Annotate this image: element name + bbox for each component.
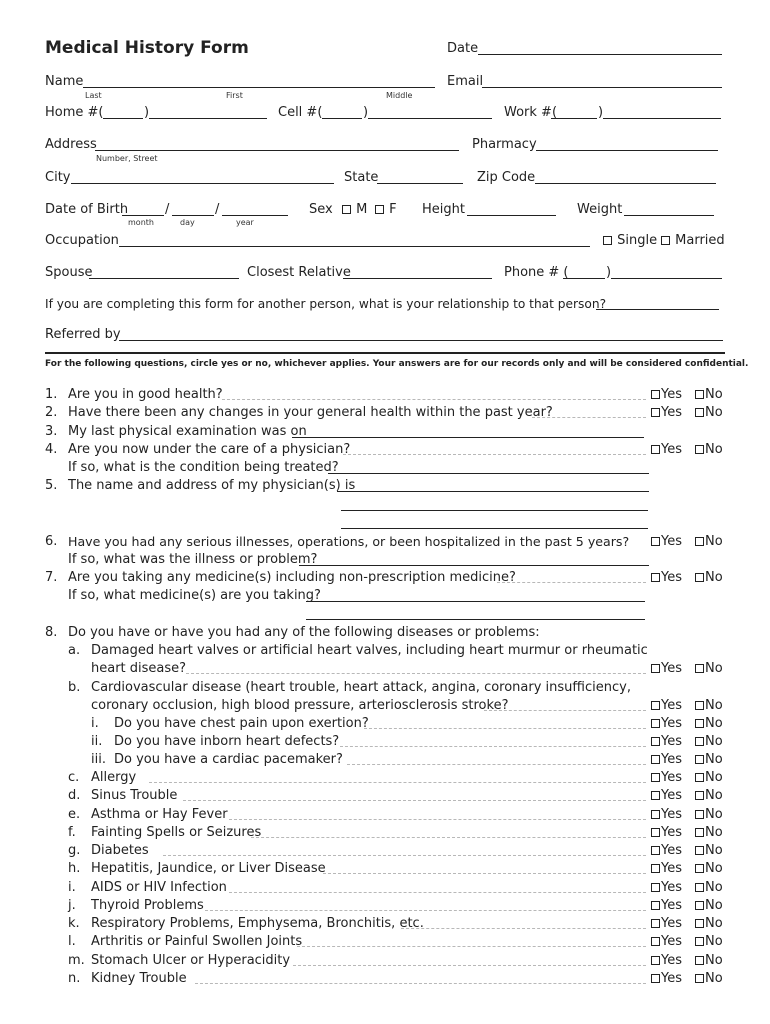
relative-phone-field[interactable]: [611, 278, 722, 279]
checkbox-icon[interactable]: [695, 937, 704, 946]
q8b-i-no[interactable]: [695, 716, 723, 732]
q8b-no[interactable]: [695, 698, 723, 714]
checkbox-icon[interactable]: [695, 537, 704, 546]
no-label: No: [705, 861, 723, 876]
q4-number: 4.: [45, 442, 58, 457]
leader-dots: [340, 746, 646, 747]
form-title: Medical History Form: [45, 38, 249, 58]
condition-no[interactable]: [695, 861, 723, 877]
condition-no[interactable]: [695, 770, 723, 786]
sex-female-option[interactable]: [375, 202, 397, 218]
yes-label: Yes: [661, 788, 682, 803]
yes-label: Yes: [661, 825, 682, 840]
yes-label: Yes: [661, 661, 682, 676]
no-label: No: [705, 788, 723, 803]
condition-text: Kidney Trouble: [91, 971, 187, 986]
q1-number: 1.: [45, 387, 58, 402]
cell-paren: ): [363, 105, 369, 120]
checkbox-icon[interactable]: [651, 883, 660, 892]
yes-label: Yes: [661, 971, 682, 986]
zip-field[interactable]: [535, 183, 716, 184]
condition-no[interactable]: [695, 953, 723, 969]
condition-letter: n.: [68, 971, 81, 986]
condition-letter: m.: [68, 953, 85, 968]
q5-number: 5.: [45, 478, 58, 493]
confidential-notice: For the following questions, circle yes or no, whichever applies. Your answers are for our records only and will be considered confidential.: [45, 359, 749, 369]
checkbox-icon[interactable]: [695, 737, 704, 746]
q1-yes[interactable]: [651, 387, 682, 403]
leader-dots: [149, 782, 646, 783]
q2-text: Have there been any changes in your general health within the past year?: [68, 405, 553, 420]
no-label: No: [705, 716, 723, 731]
condition-letter: l.: [68, 934, 76, 949]
weight-field[interactable]: [624, 215, 714, 216]
relative-area-code-field[interactable]: [563, 278, 605, 279]
no-label: No: [705, 825, 723, 840]
relative-paren: ): [606, 265, 612, 280]
no-label: No: [705, 661, 723, 676]
q8b-text-line1: Cardiovascular disease (heart trouble, heart attack, angina, coronary insufficiency,: [91, 680, 631, 695]
no-label: No: [705, 934, 723, 949]
q8b-ii-text: Do you have inborn heart defects?: [114, 734, 340, 749]
no-label: No: [705, 843, 723, 858]
condition-yes[interactable]: [651, 843, 682, 859]
referred-by-label: Referred by: [45, 327, 121, 342]
condition-no[interactable]: [695, 880, 723, 896]
q6-no[interactable]: [695, 534, 723, 550]
q8b-ii-number: ii.: [91, 734, 103, 749]
q5-text: The name and address of my physician(s) is: [68, 478, 356, 493]
pharmacy-label: Pharmacy: [472, 137, 537, 152]
q8b-text-line2: coronary occlusion, high blood pressure, arteriosclerosis stroke?: [91, 698, 509, 713]
condition-yes[interactable]: [651, 934, 682, 950]
q8-text: Do you have or have you had any of the following diseases or problems:: [68, 625, 540, 640]
condition-letter: k.: [68, 916, 80, 931]
q8b-iii-no[interactable]: [695, 752, 723, 768]
yes-label: Yes: [661, 880, 682, 895]
checkbox-icon[interactable]: [651, 974, 660, 983]
checkbox-icon[interactable]: [651, 445, 660, 454]
no-label: No: [705, 971, 723, 986]
dob-day-hint: day: [180, 218, 195, 227]
checkbox-icon[interactable]: [651, 664, 660, 673]
checkbox-icon[interactable]: [651, 719, 660, 728]
pharmacy-field[interactable]: [536, 150, 718, 151]
name-field[interactable]: [83, 87, 435, 88]
yes-label: Yes: [661, 570, 682, 585]
date-field[interactable]: [478, 54, 722, 55]
yes-label: Yes: [661, 405, 682, 420]
checkbox-icon[interactable]: [695, 919, 704, 928]
q7-no[interactable]: [695, 570, 723, 586]
condition-letter: c.: [68, 770, 80, 785]
no-label: No: [705, 752, 723, 767]
spouse-field[interactable]: [89, 278, 239, 279]
condition-yes[interactable]: [651, 770, 682, 786]
work-phone-label: Work #(: [504, 105, 558, 120]
checkbox-icon[interactable]: [651, 810, 660, 819]
q1-text: Are you in good health?: [68, 387, 223, 402]
q1-no[interactable]: [695, 387, 723, 403]
q4-followup-field[interactable]: [328, 473, 649, 474]
checkbox-icon[interactable]: [651, 773, 660, 782]
leader-dots: [484, 710, 646, 711]
q8a-letter: a.: [68, 643, 81, 658]
q5-field-3[interactable]: [341, 528, 648, 529]
checkbox-icon[interactable]: [661, 236, 670, 245]
married-label: Married: [675, 233, 725, 248]
checkbox-icon[interactable]: [695, 390, 704, 399]
q8b-iii-text: Do you have a cardiac pacemaker?: [114, 752, 343, 767]
condition-letter: d.: [68, 788, 81, 803]
q8b-ii-no[interactable]: [695, 734, 723, 750]
checkbox-icon[interactable]: [695, 901, 704, 910]
address-hint: Number, Street: [96, 154, 158, 163]
q5-field-1[interactable]: [337, 491, 649, 492]
cell-area-code-field[interactable]: [322, 118, 362, 119]
closest-relative-label: Closest Relative: [247, 265, 351, 280]
yes-label: Yes: [661, 442, 682, 457]
relative-phone-label: Phone # (: [504, 265, 569, 280]
dob-year-hint: year: [236, 218, 254, 227]
no-label: No: [705, 880, 723, 895]
q4-text: Are you now under the care of a physician?: [68, 442, 351, 457]
checkbox-icon[interactable]: [651, 901, 660, 910]
height-label: Height: [422, 202, 465, 217]
condition-yes[interactable]: [651, 898, 682, 914]
q8b-i-number: i.: [91, 716, 99, 731]
q8b-i-yes[interactable]: [651, 716, 682, 732]
dob-slash-2: /: [215, 202, 220, 217]
condition-letter: j.: [68, 898, 76, 913]
condition-text: Allergy: [91, 770, 137, 785]
no-label: No: [705, 405, 723, 420]
q6-followup-field[interactable]: [299, 565, 649, 566]
condition-letter: h.: [68, 861, 81, 876]
no-label: No: [705, 898, 723, 913]
no-label: No: [705, 387, 723, 402]
condition-yes[interactable]: [651, 971, 682, 987]
dob-year-field[interactable]: [222, 215, 288, 216]
checkbox-icon[interactable]: [603, 236, 612, 245]
condition-no[interactable]: [695, 898, 723, 914]
occupation-label: Occupation: [45, 233, 119, 248]
name-middle-hint: Middle: [386, 91, 413, 100]
section-divider: [45, 352, 725, 354]
closest-relative-field[interactable]: [343, 278, 492, 279]
date-label: Date: [447, 41, 479, 56]
q8b-letter: b.: [68, 680, 81, 695]
checkbox-icon[interactable]: [695, 445, 704, 454]
checkbox-icon[interactable]: [695, 773, 704, 782]
checkbox-icon[interactable]: [651, 937, 660, 946]
q4-no[interactable]: [695, 442, 723, 458]
condition-text: Stomach Ulcer or Hyperacidity: [91, 953, 291, 968]
checkbox-icon[interactable]: [695, 810, 704, 819]
height-field[interactable]: [467, 215, 556, 216]
yes-label: Yes: [661, 716, 682, 731]
name-first-hint: First: [226, 91, 243, 100]
work-paren: ): [598, 105, 604, 120]
single-label: Single: [617, 233, 658, 248]
checkbox-icon[interactable]: [651, 737, 660, 746]
name-last-hint: Last: [85, 91, 102, 100]
q8a-text-line1: Damaged heart valves or artificial heart valves, including heart murmur or rheumatic: [91, 643, 648, 658]
dob-label: Date of Birth: [45, 202, 129, 217]
address-field[interactable]: [95, 150, 459, 151]
q8-number: 8.: [45, 625, 58, 640]
q8a-no[interactable]: [695, 661, 723, 677]
condition-letter: g.: [68, 843, 81, 858]
q7-followup-field[interactable]: [306, 601, 645, 602]
checkbox-icon[interactable]: [651, 701, 660, 710]
address-label: Address: [45, 137, 97, 152]
condition-no[interactable]: [695, 825, 723, 841]
q7-number: 7.: [45, 570, 58, 585]
condition-text: Diabetes: [91, 843, 149, 858]
condition-no[interactable]: [695, 971, 723, 987]
condition-yes[interactable]: [651, 916, 682, 932]
relationship-label: If you are completing this form for another person, what is your relationship to that person?: [45, 297, 607, 311]
checkbox-icon[interactable]: [695, 846, 704, 855]
condition-yes[interactable]: [651, 807, 682, 823]
no-label: No: [705, 570, 723, 585]
single-option[interactable]: [603, 233, 657, 249]
condition-no[interactable]: [695, 788, 723, 804]
condition-letter: f.: [68, 825, 76, 840]
yes-label: Yes: [661, 898, 682, 913]
checkbox-icon[interactable]: [651, 919, 660, 928]
referred-by-field[interactable]: [119, 340, 723, 341]
q6-followup: If so, what was the illness or problem?: [68, 552, 318, 567]
condition-no[interactable]: [695, 934, 723, 950]
condition-text: Asthma or Hay Fever: [91, 807, 228, 822]
home-phone-label: Home #(: [45, 105, 104, 120]
checkbox-icon[interactable]: [695, 883, 704, 892]
checkbox-icon[interactable]: [695, 719, 704, 728]
relationship-field[interactable]: [596, 309, 719, 310]
work-area-code-field[interactable]: [551, 118, 597, 119]
q6-text: Have you had any serious illnesses, operations, or been hospitalized in the past 5 years?: [68, 534, 630, 549]
checkbox-icon[interactable]: [651, 537, 660, 546]
zip-label: Zip Code: [477, 170, 536, 185]
home-phone-field[interactable]: [149, 118, 267, 119]
checkbox-icon[interactable]: [695, 956, 704, 965]
q8a-yes[interactable]: [651, 661, 682, 677]
condition-no[interactable]: [695, 843, 723, 859]
no-label: No: [705, 698, 723, 713]
q8b-iii-number: iii.: [91, 752, 106, 767]
q3-number: 3.: [45, 424, 58, 439]
q4-yes[interactable]: [651, 442, 682, 458]
condition-yes[interactable]: [651, 953, 682, 969]
leader-dots: [186, 673, 646, 674]
home-area-code-field[interactable]: [103, 118, 143, 119]
q5-field-2[interactable]: [341, 510, 648, 511]
condition-text: AIDS or HIV Infection: [91, 880, 227, 895]
no-label: No: [705, 734, 723, 749]
condition-text: Respiratory Problems, Emphysema, Bronchitis, etc.: [91, 916, 424, 931]
q8b-i-text: Do you have chest pain upon exertion?: [114, 716, 369, 731]
yes-label: Yes: [661, 734, 682, 749]
yes-label: Yes: [661, 843, 682, 858]
no-label: No: [705, 807, 723, 822]
yes-label: Yes: [661, 953, 682, 968]
no-label: No: [705, 916, 723, 931]
checkbox-icon[interactable]: [651, 573, 660, 582]
leader-dots: [297, 946, 646, 947]
leader-dots: [347, 764, 646, 765]
leader-dots: [205, 910, 646, 911]
q8b-iii-yes[interactable]: [651, 752, 682, 768]
checkbox-icon[interactable]: [651, 408, 660, 417]
leader-dots: [183, 800, 646, 801]
checkbox-icon[interactable]: [695, 701, 704, 710]
yes-label: Yes: [661, 770, 682, 785]
yes-label: Yes: [661, 934, 682, 949]
q2-yes[interactable]: [651, 405, 682, 421]
condition-text: Arthritis or Painful Swollen Joints: [91, 934, 303, 949]
dob-month-hint: month: [128, 218, 154, 227]
checkbox-icon[interactable]: [651, 828, 660, 837]
sex-male-option[interactable]: [342, 202, 367, 218]
condition-yes[interactable]: [651, 788, 682, 804]
condition-letter: e.: [68, 807, 81, 822]
checkbox-icon[interactable]: [651, 864, 660, 873]
weight-label: Weight: [577, 202, 623, 217]
q7-followup-field-2[interactable]: [306, 619, 645, 620]
checkbox-icon[interactable]: [695, 573, 704, 582]
checkbox-icon[interactable]: [695, 864, 704, 873]
q2-no[interactable]: [695, 405, 723, 421]
occupation-field[interactable]: [119, 246, 590, 247]
q3-field[interactable]: [292, 437, 644, 438]
checkbox-icon[interactable]: [695, 664, 704, 673]
leader-dots: [364, 728, 646, 729]
checkbox-icon[interactable]: [695, 755, 704, 764]
leader-dots: [343, 454, 646, 455]
q2-number: 2.: [45, 405, 58, 420]
yes-label: Yes: [661, 807, 682, 822]
checkbox-icon[interactable]: [695, 791, 704, 800]
q6-number: 6.: [45, 534, 58, 549]
checkbox-icon[interactable]: [651, 755, 660, 764]
condition-no[interactable]: [695, 916, 723, 932]
leader-dots: [323, 873, 646, 874]
home-paren: ): [144, 105, 150, 120]
leader-dots: [195, 983, 646, 984]
leader-dots: [401, 928, 646, 929]
name-label: Name: [45, 74, 84, 89]
checkbox-icon[interactable]: [651, 390, 660, 399]
leader-dots: [251, 837, 646, 838]
city-label: City: [45, 170, 71, 185]
condition-yes[interactable]: [651, 880, 682, 896]
sex-label: Sex: [309, 202, 333, 217]
checkbox-icon[interactable]: [651, 956, 660, 965]
yes-label: Yes: [661, 698, 682, 713]
sex-female-label: F: [389, 202, 397, 217]
sex-male-label: M: [356, 202, 368, 217]
no-label: No: [705, 534, 723, 549]
leader-dots: [222, 399, 646, 400]
yes-label: Yes: [661, 861, 682, 876]
city-field[interactable]: [71, 183, 334, 184]
cell-phone-label: Cell #(: [278, 105, 323, 120]
state-label: State: [344, 170, 379, 185]
q8a-text-line2: heart disease?: [91, 661, 187, 676]
checkbox-icon[interactable]: [375, 205, 384, 214]
married-option[interactable]: [661, 233, 725, 249]
q3-text: My last physical examination was on: [68, 424, 307, 439]
checkbox-icon[interactable]: [651, 846, 660, 855]
yes-label: Yes: [661, 916, 682, 931]
state-field[interactable]: [377, 183, 463, 184]
condition-text: Fainting Spells or Seizures: [91, 825, 262, 840]
q8b-ii-yes[interactable]: [651, 734, 682, 750]
q8b-yes[interactable]: [651, 698, 682, 714]
condition-text: Thyroid Problems: [91, 898, 204, 913]
no-label: No: [705, 442, 723, 457]
leader-dots: [293, 965, 646, 966]
checkbox-icon[interactable]: [651, 791, 660, 800]
condition-yes[interactable]: [651, 861, 682, 877]
dob-month-field[interactable]: [122, 215, 164, 216]
email-label: Email: [447, 74, 484, 89]
q7-yes[interactable]: [651, 570, 682, 586]
condition-yes[interactable]: [651, 825, 682, 841]
dob-slash-1: /: [165, 202, 170, 217]
leader-dots: [229, 892, 646, 893]
leader-dots: [497, 582, 646, 583]
checkbox-icon[interactable]: [695, 408, 704, 417]
checkbox-icon[interactable]: [695, 828, 704, 837]
leader-dots: [532, 417, 646, 418]
spouse-label: Spouse: [45, 265, 93, 280]
email-field[interactable]: [482, 87, 722, 88]
dob-day-field[interactable]: [172, 215, 214, 216]
cell-phone-field[interactable]: [368, 118, 492, 119]
condition-letter: i.: [68, 880, 76, 895]
condition-text: Hepatitis, Jaundice, or Liver Disease: [91, 861, 326, 876]
no-label: No: [705, 770, 723, 785]
leader-dots: [229, 819, 646, 820]
no-label: No: [705, 953, 723, 968]
condition-text: Sinus Trouble: [91, 788, 178, 803]
work-phone-field[interactable]: [603, 118, 721, 119]
leader-dots: [163, 855, 646, 856]
yes-label: Yes: [661, 387, 682, 402]
yes-label: Yes: [661, 752, 682, 767]
q7-text: Are you taking any medicine(s) including non-prescription medicine?: [68, 570, 516, 585]
q4-followup: If so, what is the condition being treated?: [68, 460, 339, 475]
checkbox-icon[interactable]: [342, 205, 351, 214]
q7-followup: If so, what medicine(s) are you taking?: [68, 588, 321, 603]
checkbox-icon[interactable]: [695, 974, 704, 983]
yes-label: Yes: [661, 534, 682, 549]
q6-yes[interactable]: [651, 534, 682, 550]
condition-no[interactable]: [695, 807, 723, 823]
